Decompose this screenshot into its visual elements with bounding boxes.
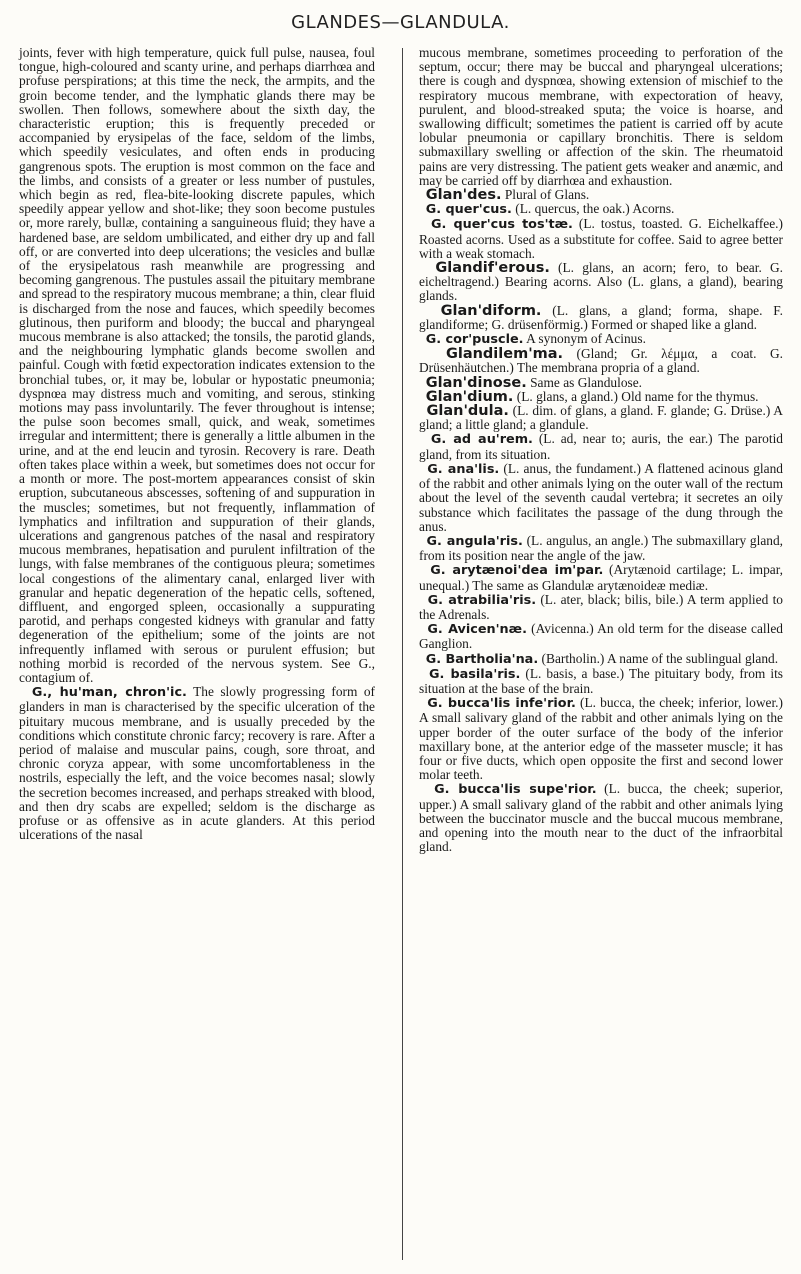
entry-text: (L. ater, black; bilis, bile.) A term applied to the Adrenals.	[419, 591, 783, 622]
entry-text: (L. quercus, the oak.) Acorns.	[515, 201, 675, 217]
entry-text: (L. glans, an acorn; fero, to bear. G. eicheltragend.) Bearing acorns. Also (L. glans, a gland), bearing glands.	[419, 260, 783, 304]
entry-headword: G. arytænoi'dea im'par.	[430, 563, 604, 579]
dictionary-entry	[419, 622, 783, 651]
dictionary-entry	[419, 188, 783, 202]
entry-text: A synonym of Acinus.	[526, 331, 646, 347]
entry-headword: G. quer'cus.	[425, 202, 512, 218]
dictionary-entry	[419, 534, 783, 563]
entry-headword: Glan'dinose.	[425, 374, 527, 391]
entry-text: (Gland; Gr. λέμμα, a coat. G. Drüsenhäutchen.) The membrana propria of a gland.	[419, 346, 783, 376]
entry-headword: G. atrabilia'ris.	[427, 592, 537, 608]
dictionary-entry	[419, 462, 783, 534]
dictionary-entry	[419, 217, 783, 261]
dictionary-entry	[419, 652, 783, 667]
entry-headword: G. Avicen'næ.	[427, 622, 527, 638]
entry-headword: G. ana'lis.	[427, 461, 500, 477]
entry-text: (L. anus, the fundament.) A flattened acinous gland of the rabbit and other animals lying on the outer wall of the rectum about the level of the seventh caudal vertebra; it secretes an oily substance which facilitates the passage of the dung through the anus.	[419, 460, 783, 534]
entry-headword: G. angula'ris.	[426, 533, 523, 549]
continued-entry	[419, 46, 783, 188]
entry-text: (Arytænoid cartilage; L. impar, unequal.) The same as Glandulæ arytænoideæ mediæ.	[419, 562, 783, 593]
running-header: GLANDES—GLANDULA.	[291, 12, 510, 33]
dictionary-entry	[419, 390, 783, 404]
entry-text: (L. glans, a gland.) Old name for the thymus.	[516, 388, 759, 404]
entry-text: (Bartholin.) A name of the sublingual gland.	[541, 650, 779, 666]
entry-text: (L. bucca, the cheek; superior, upper.) A small salivary gland of the rabbit and other animals lying between the buccinator muscle and the buccal mucous membrane, and opening into the mouth near to the duct of the infraorbital gland.	[419, 781, 784, 855]
entry-text: Plural of Glans.	[504, 187, 590, 203]
dictionary-entry	[419, 304, 783, 332]
entry-text: (L. bucca, the cheek; inferior, lower.) A small salivary gland of the rabbit and other animals lying on the upper border of the outer surface of the body of the inferior maxillary bone, at the anterior edge of the masseter muscle; it has four or five ducts, which open opposite the first and second lower molar teeth.	[419, 695, 783, 783]
dictionary-entry	[419, 667, 783, 696]
dictionary-entry	[419, 593, 783, 622]
entry-text: Same as Glandulose.	[530, 374, 643, 390]
entry-text: joints, fever with high temperature, quick full pulse, nausea, foul tongue, high-coloured and scanty urine, and perhaps diarrhœa and profuse perspirations; at this time the neck, the armpits, and the groin become tender, and the lymphatic glands there may be swollen. Then follows, somewhere about the sixth day, the characteristic eruption; this is frequently preceded or accompanied by erysipelas of the face, seldom of the limbs, which speedily vesiculates, and often ends in producing gangrenous spots. The eruption is most common on the face and the limbs, and consists of a greater or less number of pustules, which begin as red, flea-bite-looking discrete papules, which speedily appear yellow and shot-like; they soon become pustules or, more rarely, bullæ, containing a sanguineous fluid; they have a hardened base, are seldom umbilicated, and either dry up and fall off, or are converted into deep ulcerations; the vesicles and bullæ of the erysipelatous rash meanwhile are progressing and becoming gangrenous. The pustules assail the pituitary membrane and spread to the respiratory mucous membrane; a thin, clear fluid is discharged from the nose and fauces, which speedily becomes glutinous, then puriform and bloody; the buccal and pharyngeal mucous membrane is also attacked; the tonsils, the parotid glands, and the neighbouring lymphatic glands become swollen and painful. Cough with fœtid expectoration indicates extension to the bronchial tubes, or, it may be, lobular or hypostatic pneumonia; dyspnœa may distress much and vomiting, and serous, stinking motions may pass involuntarily. The fever throughout is intense; the pulse soon becomes small, quick, and weak, sometimes irregular and intermittent; there is generally a little albumen in the urine, and at the end leucin and tyrosin. Recovery is rare. Death often takes place within a week, but sometimes does not occur for a month or more. The post-mortem appearances consist of skin eruption, subcutaneous abscesses, softening of and suppuration in the muscles; sometimes, but not frequently, inflammation of lymphatics and infiltration and suppuration of their glands, ulcerations and gangrenous patches of the nasal and respiratory mucous membranes, hepatisation and purulent infiltration of the lungs, with false membranes of the contiguous pleura; sometimes local congestions of the alimentary canal, enlarged liver with granular and hepatic degeneration of the hepatic cells, softened, diffluent, and engorged spleen, occasionally a suppurating parotid, and perhaps congested kidneys with granular and fatty degeneration of the epithelium; some of the joints are not infrequently inflamed with serous or purulent effusion; but nothing morbid is recorded of the nervous system. See G., contagium of.	[19, 45, 375, 685]
entry-headword: G. ad au'rem.	[430, 432, 533, 448]
dictionary-entry	[419, 202, 783, 217]
entry-headword: G. basila'ris.	[429, 666, 521, 682]
entry-text: (Avicenna.) An old term for the disease called Ganglion.	[419, 621, 783, 652]
entry-text: (L. angulus, an angle.) The submaxillary gland, from its position near the angle of the jaw.	[419, 532, 784, 564]
entry-headword: G. quer'cus tos'tæ.	[431, 217, 573, 233]
entry-text: mucous membrane, sometimes proceeding to perforation of the septum, occur; there may be buccal and pharyngeal ulcerations; there is cough and dyspnœa, showing extension of mischief to the respiratory mucous membrane, with expectoration of heavy, purulent, and blood-streaked sputa; the voice is hoarse, and swallowing difficult; sometimes the patient is carried off by acute lobular pneumonia or capillary bronchitis. There is seldom submaxillary swelling or affection of the skin. The rheumatoid pains are very distressing. The patient gets weaker and anæmic, and may be carried off by diarrhœa and exhaustion.	[419, 45, 783, 188]
dictionary-entry	[419, 332, 783, 347]
left-column	[19, 46, 375, 842]
entry-text: (L. dim. of glans, a gland. F. glande; G. Drüse.) A gland; a little gland; a glandule.	[419, 403, 783, 433]
entry-headword: Glandilem'ma.	[445, 346, 564, 363]
entry-text: (L. ad, near to; auris, the ear.) The parotid gland, from its situation.	[419, 431, 783, 462]
dictionary-entry	[419, 696, 783, 782]
dictionary-entry	[419, 376, 783, 390]
entry-headword: G. Bartholia'na.	[425, 651, 539, 667]
entry-headword: Glandif'erous.	[435, 260, 550, 277]
entry-headword: Glan'diform.	[440, 302, 542, 319]
dictionary-entry	[419, 782, 783, 854]
entry-text: (L. basis, a base.) The pituitary body, from its situation at the base of the brain.	[419, 665, 783, 696]
entry-headword: G. bucca'lis supe'rior.	[434, 782, 597, 798]
entry-headword: G. bucca'lis infe'rior.	[427, 696, 576, 712]
entry-text: The slowly progressing form of glanders in man is characterised by the specific ulceration of the pituitary mucous membrane, and is usually preceded by the conditions which constitute chronic farcy; recovery is rare. After a period of malaise and muscular pains, cough, sore throat, and chronic coryza appear, with some uncomfortableness in the nostrils, especially the left, and the voice becomes nasal; slowly the secretion becomes increased, and perhaps streaked with blood, and then dry scabs are expelled; seldom is the discharge as profuse or as offensive as in acute glanders. At this period ulcerations of the nasal	[19, 684, 375, 843]
continued-entry	[19, 46, 375, 685]
entry-text: (L. tostus, toasted. G. Eichelkaffee.) Roasted acorns. Used as a substitute for coffee. Said to agree better with a weak stomach.	[419, 216, 783, 261]
dictionary-entry	[419, 432, 783, 461]
entry-headword: Glan'dium.	[425, 388, 514, 405]
dictionary-entry	[419, 347, 783, 375]
entry-headword: Glan'dula.	[426, 403, 509, 420]
column-divider	[402, 48, 403, 1260]
entry-headword: G. cor'puscle.	[425, 332, 524, 348]
entry-text: (L. glans, a gland; forma, shape. F. glandiforme; G. drüsenförmig.) Formed or shaped like a gland.	[419, 302, 783, 332]
entry-headword: G., hu'man, chron'ic.	[31, 685, 187, 701]
entry-headword: Glan'des.	[425, 187, 502, 204]
dictionary-entry	[419, 404, 783, 432]
dictionary-entry	[419, 261, 783, 304]
entry-human-chronic	[19, 685, 375, 842]
right-column	[419, 46, 783, 854]
dictionary-entry	[419, 563, 783, 592]
